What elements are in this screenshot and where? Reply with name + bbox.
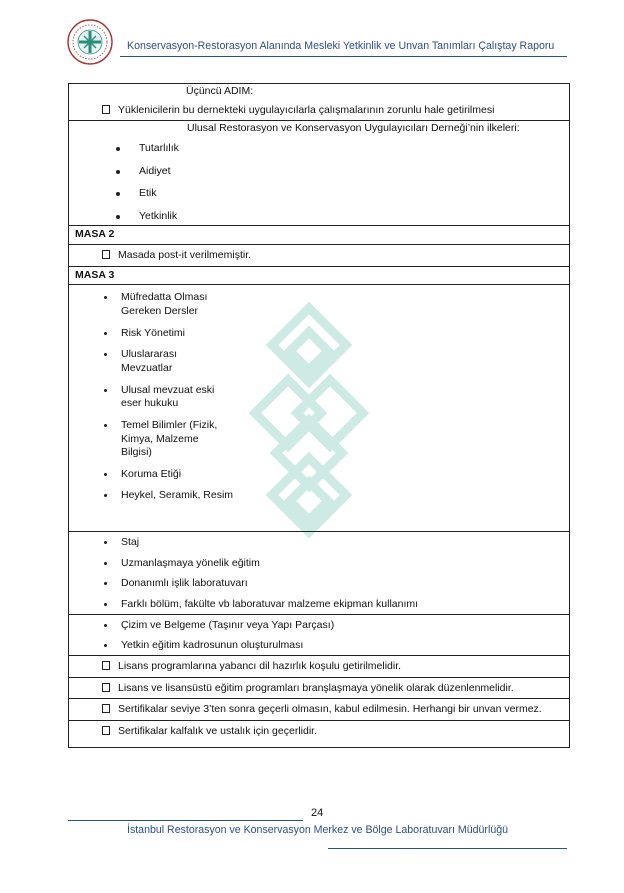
list-item: Staj xyxy=(69,536,569,550)
curriculum-list xyxy=(69,285,569,531)
list-item: Çizim ve Belgeme (Taşınır veya Yapı Parçası) xyxy=(69,619,569,633)
check-row xyxy=(69,720,570,747)
list-item: Donanımlı işlik laboratuvarı xyxy=(69,577,569,591)
bullet-icon xyxy=(104,603,107,606)
header-divider xyxy=(120,56,567,57)
check-row xyxy=(69,699,570,721)
list-item: Etik xyxy=(69,187,569,201)
list-item: Yetkinlik xyxy=(69,210,569,224)
checklist-item: Sertifikalar kalfalık ve ustalık için geçerlidir. xyxy=(69,721,569,747)
checkbox-square-icon xyxy=(102,661,110,670)
bullet-icon xyxy=(116,147,120,151)
footer-title: İstanbul Restorasyon ve Konservasyon Merkez ve Bölge Laboratuvarı Müdürlüğü xyxy=(127,824,508,836)
page-number: 24 xyxy=(311,807,324,819)
training-row xyxy=(69,532,570,615)
masa2-label: MASA 2 xyxy=(69,226,570,245)
list-item: Farklı bölüm, fakülte vb laboratuvar malzeme ekipman kullanımı xyxy=(69,598,569,612)
list-item: Temel Bilimler (Fizik, Kimya, Malzeme Bilgisi) xyxy=(69,419,231,460)
bullet-icon xyxy=(104,332,107,335)
list-item: Heykel, Seramik, Resim xyxy=(69,489,569,503)
list-item: Ulusal mevzuat eski eser hukuku xyxy=(69,384,231,411)
bullet-icon xyxy=(116,215,120,219)
checkbox-square-icon xyxy=(102,726,110,735)
bullet-icon xyxy=(104,473,107,476)
step-title: Üçüncü ADIM: xyxy=(186,85,254,97)
list-item: Aidiyet xyxy=(69,165,569,179)
bullet-icon xyxy=(104,624,107,627)
list-item: Uluslararası Mevzuatlar xyxy=(69,348,231,375)
curriculum-row xyxy=(69,285,570,532)
list-item: Koruma Etiği xyxy=(69,468,231,482)
masa2-item-text: Masada post-it verilmemiştir. xyxy=(118,249,252,262)
report-header-title: Konservasyon-Restorasyon Alanında Mesleki Yetkinlik ve Unvan Tanımları Çalıştay Raporu xyxy=(127,40,555,52)
check-row xyxy=(69,677,570,699)
institution-logo-icon xyxy=(66,18,114,66)
bullet-icon xyxy=(104,353,107,356)
bullet-icon xyxy=(116,192,120,196)
principles-intro: Ulusal Restorasyon ve Konservasyon Uygulayıcıları Derneği’nin ilkeleri: xyxy=(187,122,520,135)
checklist-item xyxy=(69,100,569,121)
masa2-content-row xyxy=(69,245,570,267)
drawing-list xyxy=(69,615,569,655)
bullet-icon xyxy=(104,562,107,565)
footer-divider-right xyxy=(328,848,567,849)
list-item: Müfredatta Olması Gereken Dersler xyxy=(69,291,231,318)
training-list xyxy=(69,532,569,614)
bullet-icon xyxy=(104,644,107,647)
bullet-icon xyxy=(104,541,107,544)
checklist-item: Lisans ve lisansüstü eğitim programları branşlaşmaya yönelik olarak düzenlenmelidir. xyxy=(69,678,569,699)
principles-list xyxy=(69,136,569,226)
step-item-text: Yüklenicilerin bu dernekteki uygulayıcılarla çalışmalarının zorunlu hale getirilmesi xyxy=(118,103,495,116)
bullet-icon xyxy=(104,296,107,299)
checklist-item: Lisans programlarına yabancı dil hazırlık koşulu getirilmelidir. xyxy=(69,656,569,677)
list-item: Yetkin eğitim kadrosunun oluşturulması xyxy=(69,639,569,653)
masa2-label-row xyxy=(69,226,570,245)
bullet-icon xyxy=(104,494,107,497)
list-item: Tutarlılık xyxy=(69,142,569,156)
bullet-icon xyxy=(104,389,107,392)
checkbox-square-icon xyxy=(102,250,110,259)
checklist-item xyxy=(69,245,569,266)
workshop-notes-table xyxy=(68,83,570,748)
bullet-icon xyxy=(104,424,107,427)
check-row xyxy=(69,655,570,677)
list-item: Risk Yönetimi xyxy=(69,327,231,341)
checkbox-square-icon xyxy=(102,683,110,692)
checkbox-square-icon xyxy=(102,704,110,713)
bullet-icon xyxy=(104,582,107,585)
bullet-icon xyxy=(116,170,120,174)
footer-divider-left xyxy=(68,820,303,821)
masa3-label-row xyxy=(69,266,570,285)
principles-row xyxy=(69,121,570,226)
checklist-item: Sertifikalar seviye 3’ten sonra geçerli olmasın, kabul edilmesin. Herhangi bir unvan vermez. xyxy=(69,699,569,720)
list-item: Uzmanlaşmaya yönelik eğitim xyxy=(69,557,569,571)
third-step-row xyxy=(69,84,570,121)
drawing-row xyxy=(69,614,570,655)
checkbox-square-icon xyxy=(102,105,110,114)
masa3-label: MASA 3 xyxy=(69,266,570,285)
